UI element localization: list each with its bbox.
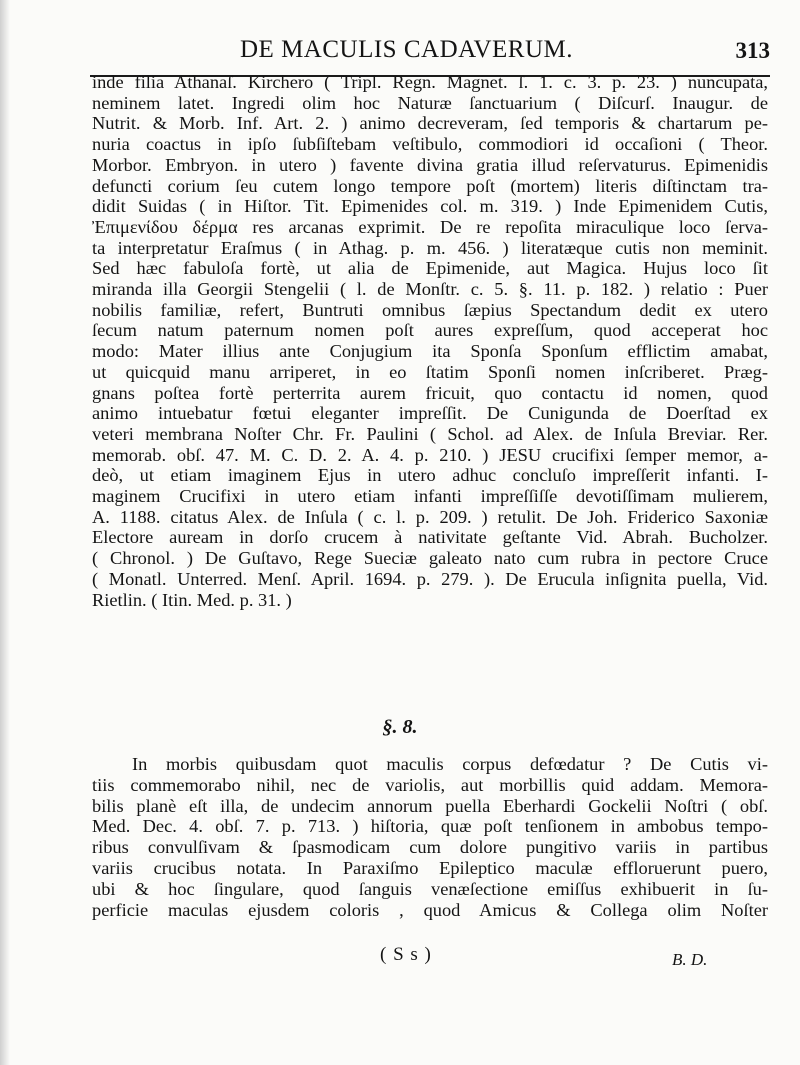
text-line: nobilis familiæ, refert, Buntruti omnibus ſæpius Spectandum dedit ex utero [92, 299, 768, 320]
text-line: Sed hæc fabuloſa fortè, ut alia de Epimenide, aut Magica. Hujus loco ſit [92, 258, 768, 279]
section-heading: §. 8. [382, 716, 418, 738]
text-line: Nutrit. & Morb. Inf. Art. 2. ) animo decreveram, ſed temporis & chartarum pe- [92, 113, 768, 134]
page-header [90, 30, 770, 78]
text-line: gnans poſtea fortè perterrita aurem fricuit, quo contactu id nomen, quod [92, 382, 768, 403]
text-line: A. 1188. citatus Alex. de Inſula ( c. l. p. 209. ) retulit. De Joh. Friderico Saxoniæ [92, 506, 768, 527]
text-line: ( Chronol. ) De Guſtavo, Rege Sueciæ galeato nato cum rubra in pectore Cruce [92, 548, 768, 569]
running-title: DE MACULIS CADAVERUM. [240, 36, 573, 63]
text-line: ta interpretatur Eraſmus ( in Athag. p. m. 456. ) literatæque cutis non meminit. [92, 237, 768, 258]
text-line: nuria coactus in ipſo ſubſiſtebam veſtibulo, commodiori id occaſioni ( Theor. [92, 134, 768, 155]
text-line: ſecum natum paternum nomen poſt aures expreſſum, quod acceperat hoc [92, 320, 768, 341]
text-line: Med. Dec. 4. obſ. 7. p. 713. ) hiſtoria, quæ poſt tenſionem in ambobus tempo- [92, 816, 768, 837]
text-line: ribus convulſivam & ſpasmodicam cum dolore pungitivo variis in partibus [92, 837, 768, 858]
text-line: animo intuebatur fœtui eleganter impreſſit. De Cunigunda de Doerſtad ex [92, 403, 768, 424]
text-line: Morbor. Embryon. in utero ) favente divina gratia illud reſervaturus. Epimenidis [92, 154, 768, 175]
text-line: maginem Crucifixi in utero etiam infanti impreſſiſſe devotiſſimam mulierem, [92, 486, 768, 507]
text-line: miranda illa Georgii Stengelii ( l. de Monſtr. c. 5. §. 11. p. 182. ) relatio : Puer [92, 279, 768, 300]
text-line: didit Suidas ( in Hiſtor. Tit. Epimenides col. m. 319. ) Inde Epimenidem Cutis, [92, 196, 768, 217]
text-line-last: Rietlin. ( Itin. Med. p. 31. ) [92, 589, 292, 610]
text-line: neminem latet. Ingredi olim hoc Naturæ ſanctuarium ( Diſcurſ. Inaugur. de [92, 92, 768, 113]
page-gutter-shadow [0, 0, 10, 1065]
signature-mark: ( S s ) [380, 944, 432, 965]
text-line: modo: Mater illius ante Conjugium ita Sponſa Sponſum efflictim amabat, [92, 341, 768, 362]
text-line-first: In morbis quibusdam quot maculis corpus defœdatur ? De Cutis vi- [132, 754, 768, 774]
paragraph-1 [92, 72, 768, 610]
text-line: ubi & hoc ſingulare, quod ſanguis venæſectione emiſſus exhibuerit in ſu- [92, 878, 768, 899]
text-line: defuncti corium ſeu cutem longo tempore poſt (mortem) literis diſtinctam tra- [92, 175, 768, 196]
text-line: Ἐπιμενίδου δέρμα res arcanas exprimit. De re repoſita miraculique loco ſerva- [92, 216, 768, 237]
paragraph-2 [92, 754, 768, 920]
text-line: ( Monatl. Unterred. Menſ. April. 1694. p. 279. ). De Erucula inſignita puella, Vid. [92, 568, 768, 589]
text-line: tiis commemorabo nihil, nec de variolis, aut morbillis quid addam. Memora- [92, 774, 768, 795]
text-line: bilis planè eſt illa, de undecim annorum puella Eberhardi Gockelii Noſtri ( obſ. [92, 795, 768, 816]
catchword: B. D. [672, 950, 708, 969]
text-line: veteri membrana Noſter Chr. Fr. Paulini ( Schol. ad Alex. de Inſula Breviar. Rer. [92, 423, 768, 444]
text-line: inde filia Athanaſ. Kirchero ( Tripl. Regn. Magnet. ſ. 1. c. 3. p. 23. ) nuncupata, [92, 72, 768, 92]
text-line: variis crucibus notata. In Paraxiſmo Epileptico maculæ effloruerunt puero, [92, 857, 768, 878]
text-line: Electore auream in dorſo crucem à nativitate geſtante Vid. Abrah. Bucholzer. [92, 527, 768, 548]
text-line: ut quicquid manu arriperet, in eo ſtatim Sponſi nomen inſcriberet. Præg- [92, 361, 768, 382]
text-line: perficie maculas ejusdem coloris , quod Amicus & Collega olim Noſter [92, 899, 768, 920]
text-line: deò, ut etiam imaginem Ejus in utero adhuc concluſo impreſſerit infanti. I- [92, 465, 768, 486]
text-line: memorab. obſ. 47. M. C. D. 2. A. 4. p. 210. ) JESU crucifixi ſemper memor, a- [92, 444, 768, 465]
page-number: 313 [735, 38, 770, 63]
